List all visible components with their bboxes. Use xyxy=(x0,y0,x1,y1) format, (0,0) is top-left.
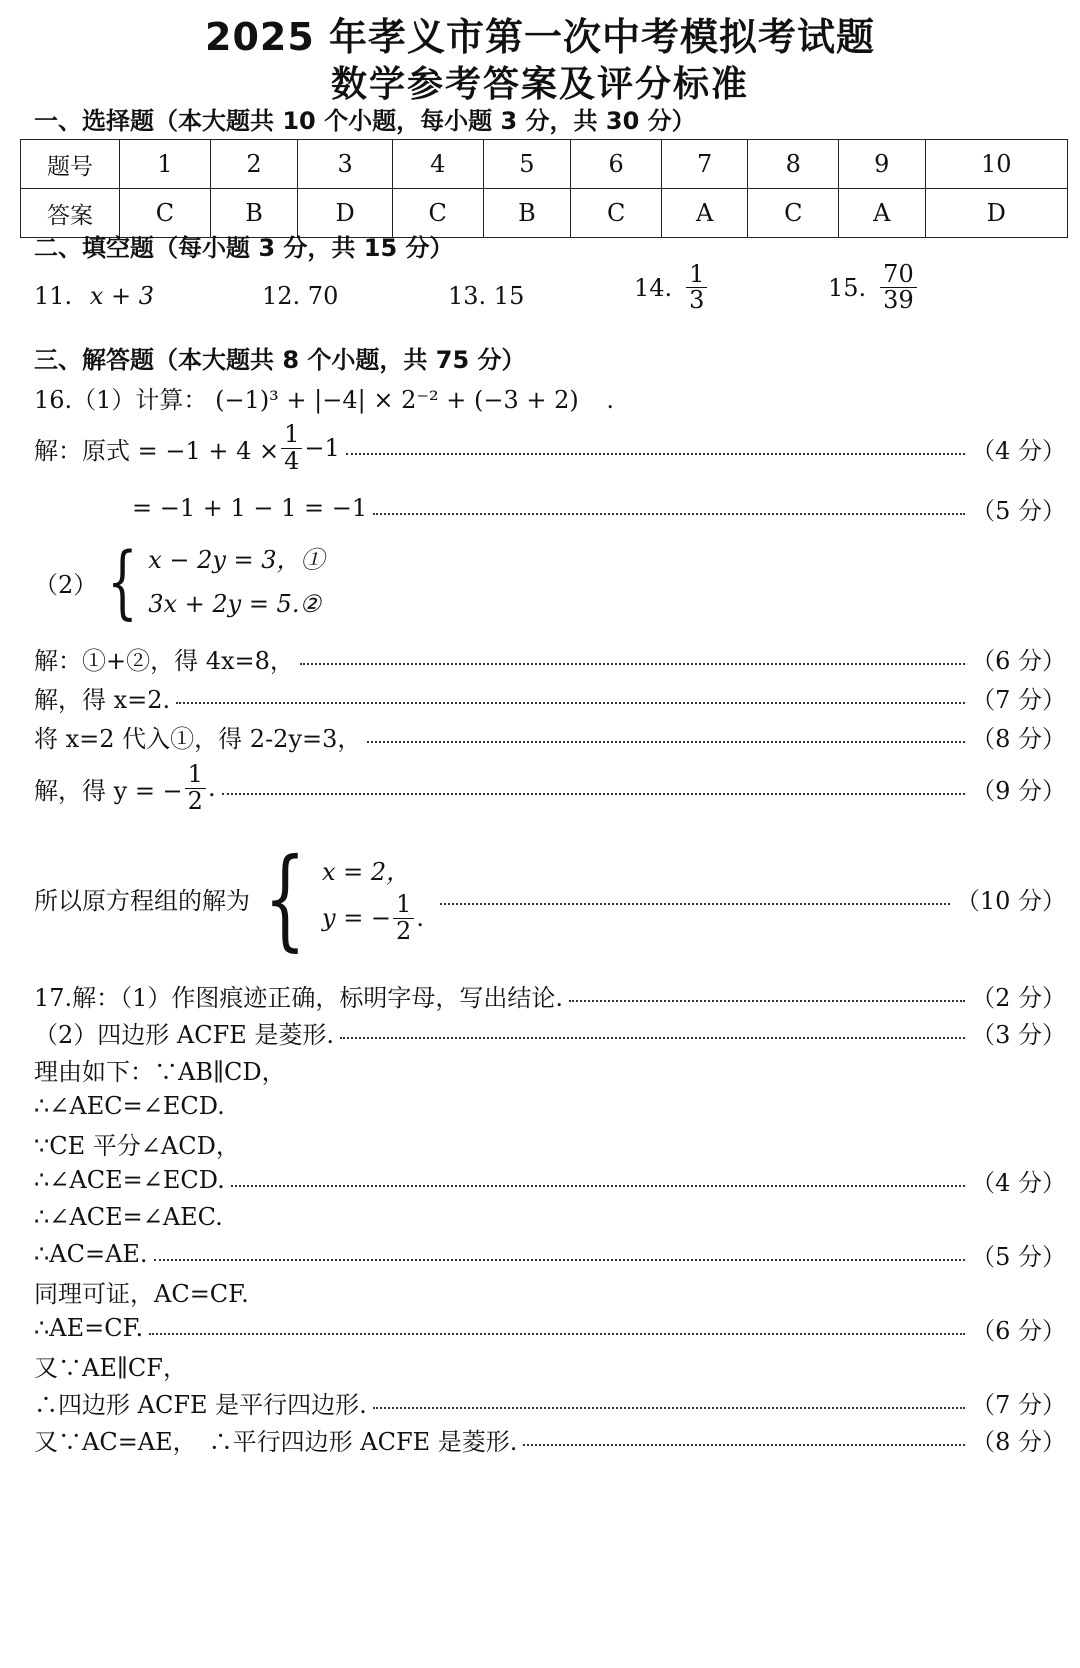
step-text: ∴AE=CF. xyxy=(34,1314,144,1342)
q14-denominator: 3 xyxy=(689,286,705,315)
solution-system xyxy=(322,852,424,943)
table-cell: C xyxy=(748,189,839,238)
step-text: 解：①+②，得 4x=8， xyxy=(34,646,294,675)
answer-table xyxy=(20,139,1068,238)
solution-eq-2-prefix: y = − xyxy=(322,904,392,932)
page-subtitle: 数学参考答案及评分标准 xyxy=(330,64,749,105)
dotted-leader xyxy=(440,903,950,905)
step-text: 理由如下：∵AB∥CD， xyxy=(34,1057,286,1086)
solution-eq-2-suffix: . xyxy=(416,904,424,932)
table-cell: A xyxy=(662,189,748,238)
q17-line-2 xyxy=(34,1012,1066,1052)
solution-fraction xyxy=(393,892,414,943)
section-1-heading: 一、选择题（本大题共 10 个小题，每小题 3 分，共 30 分） xyxy=(34,107,696,135)
q14-label: 14. xyxy=(634,273,673,302)
dotted-leader xyxy=(373,1407,965,1409)
score: （5 分） xyxy=(971,496,1066,525)
dotted-leader xyxy=(373,513,965,515)
q17-line-13 xyxy=(34,1419,1066,1459)
score: （8 分） xyxy=(971,1427,1066,1456)
score: （7 分） xyxy=(971,1390,1066,1419)
step-text: ∴四边形 ACFE 是平行四边形. xyxy=(34,1390,367,1419)
dotted-leader xyxy=(176,702,965,704)
table-cell: C xyxy=(571,189,662,238)
q16-step-1 xyxy=(34,420,1066,475)
table-cell: 5 xyxy=(483,140,571,189)
step-text: ∵CE 平分∠ACD， xyxy=(34,1131,240,1160)
step-text: ∴∠ACE=∠AEC. xyxy=(34,1203,223,1231)
step-text: 解，得 x=2. xyxy=(34,685,171,714)
table-cell: 9 xyxy=(839,140,925,189)
table-cell: D xyxy=(298,189,392,238)
q14-numerator: 1 xyxy=(686,262,707,288)
fill-answer-13: 13. 15 xyxy=(448,282,525,310)
table-cell: B xyxy=(483,189,571,238)
q17-line-3 xyxy=(34,1049,1066,1089)
step-text: ∴AC=AE. xyxy=(34,1240,148,1268)
dotted-leader xyxy=(154,1259,966,1261)
numerator: 1 xyxy=(281,422,302,448)
page-title: 2025 年孝义市第一次中考模拟考试题 xyxy=(205,15,875,59)
q11-answer: x + 3 xyxy=(89,282,154,310)
q17-line-12 xyxy=(34,1382,1066,1422)
q17-line-9 xyxy=(34,1271,1066,1311)
q16-part2-system xyxy=(34,535,325,628)
denominator: 2 xyxy=(187,786,203,815)
step-text: = −1 + 1 − 1 = −1 xyxy=(132,494,368,522)
dotted-leader xyxy=(340,1037,965,1039)
equation-2: 3x + 2y = 5.② xyxy=(148,590,321,618)
part2-label: （2） xyxy=(34,570,98,599)
score: （6 分） xyxy=(971,646,1066,675)
equation-1: x − 2y = 3，① xyxy=(148,546,325,574)
table-cell: D xyxy=(925,189,1068,238)
q17-line-10 xyxy=(34,1308,1066,1348)
table-cell: 10 xyxy=(925,140,1068,189)
q16-prompt-expression: (−1)³ + |−4| × 2⁻² + (−3 + 2) xyxy=(215,386,579,414)
step-text: . xyxy=(207,774,216,802)
table-cell: B xyxy=(210,189,298,238)
dotted-leader xyxy=(231,1185,965,1187)
score: （3 分） xyxy=(971,1020,1066,1049)
q16-step-10 xyxy=(34,834,1066,962)
equation-system xyxy=(148,538,324,626)
score: （2 分） xyxy=(971,983,1066,1012)
dotted-leader xyxy=(523,1444,965,1446)
table-cell: 6 xyxy=(571,140,662,189)
q17-line-4 xyxy=(34,1086,1066,1126)
numerator: 1 xyxy=(185,762,206,788)
score: （10 分） xyxy=(955,886,1066,915)
denominator: 4 xyxy=(284,446,300,475)
step-text: 同理可证，AC=CF. xyxy=(34,1279,249,1308)
q17-line-1 xyxy=(34,975,1066,1015)
step-text: （2）四边形 ACFE 是菱形. xyxy=(34,1020,335,1049)
row-header-number: 题号 xyxy=(21,140,120,189)
table-cell: C xyxy=(120,189,211,238)
q16-prompt-prefix: 16.（1）计算： xyxy=(34,386,208,414)
q17-line-7 xyxy=(34,1197,1066,1237)
q17-line-6 xyxy=(34,1160,1066,1200)
fill-answer-12: 12. 70 xyxy=(262,282,339,310)
q15-denominator: 39 xyxy=(883,286,914,315)
q14-fraction xyxy=(686,262,707,313)
q17-line-11 xyxy=(34,1345,1066,1385)
row-header-answer: 答案 xyxy=(21,189,120,238)
step1-fraction xyxy=(281,422,302,473)
q16-step-9 xyxy=(34,760,1066,815)
step-text: 所以原方程组的解为 xyxy=(34,886,250,915)
step-text: 又∵AE∥CF， xyxy=(34,1353,187,1382)
step-text: −1 xyxy=(304,434,340,462)
section-3-heading: 三、解答题（本大题共 8 个小题，共 75 分） xyxy=(34,346,526,374)
fill-answer-14 xyxy=(634,262,709,313)
q16-step-8 xyxy=(34,716,1066,756)
q16-step-7 xyxy=(34,677,1066,717)
fill-answer-15 xyxy=(828,262,919,313)
table-cell: 3 xyxy=(298,140,392,189)
brace-icon: { xyxy=(107,535,139,628)
score: （8 分） xyxy=(971,724,1066,753)
fill-answer-11 xyxy=(34,282,154,310)
dotted-leader xyxy=(300,663,965,665)
q15-fraction xyxy=(880,262,917,313)
solution-eq-2 xyxy=(322,892,424,943)
step-text: 又∵AC=AE， ∴平行四边形 ACFE 是菱形. xyxy=(34,1427,518,1456)
dotted-leader xyxy=(367,741,965,743)
step-text: ∴∠ACE=∠ECD. xyxy=(34,1166,225,1194)
table-cell: 1 xyxy=(120,140,211,189)
solution-eq-1: x = 2， xyxy=(322,858,411,887)
step-text: 将 x=2 代入①，得 2-2y=3， xyxy=(34,724,362,753)
q16-prompt-end: . xyxy=(606,386,615,414)
table-cell: 4 xyxy=(392,140,483,189)
table-cell: 2 xyxy=(210,140,298,189)
q16-step-6 xyxy=(34,638,1066,678)
table-row-numbers xyxy=(21,140,1068,189)
q16-step-2 xyxy=(132,488,1066,528)
step-text: ∴∠AEC=∠ECD. xyxy=(34,1092,225,1120)
table-cell: 7 xyxy=(662,140,748,189)
score: （4 分） xyxy=(971,436,1066,465)
step-text: 解，得 y = − xyxy=(34,776,183,805)
step-text: 17.解：（1）作图痕迹正确，标明字母，写出结论. xyxy=(34,983,564,1012)
q17-line-5 xyxy=(34,1123,1066,1163)
table-cell: C xyxy=(392,189,483,238)
score: （6 分） xyxy=(971,1316,1066,1345)
denominator: 2 xyxy=(396,916,412,945)
step9-fraction xyxy=(185,762,206,813)
dotted-leader xyxy=(346,453,965,455)
dotted-leader xyxy=(149,1333,965,1335)
step-text: 解：原式 = −1 + 4 × xyxy=(34,436,280,465)
q16-prompt xyxy=(34,380,614,415)
q15-label: 15. xyxy=(828,273,867,302)
score: （7 分） xyxy=(971,685,1066,714)
q15-numerator: 70 xyxy=(880,262,917,288)
table-cell: 8 xyxy=(748,140,839,189)
q11-label: 11. xyxy=(34,282,73,310)
dotted-leader xyxy=(222,793,966,795)
numerator: 1 xyxy=(393,892,414,918)
score: （5 分） xyxy=(971,1242,1066,1271)
score: （9 分） xyxy=(971,776,1066,805)
dotted-leader xyxy=(569,1000,965,1002)
table-cell: A xyxy=(839,189,925,238)
brace-icon: { xyxy=(264,834,306,962)
section-2-heading: 二、填空题（每小题 3 分，共 15 分） xyxy=(34,234,454,262)
q17-line-8 xyxy=(34,1234,1066,1274)
score: （4 分） xyxy=(971,1168,1066,1197)
